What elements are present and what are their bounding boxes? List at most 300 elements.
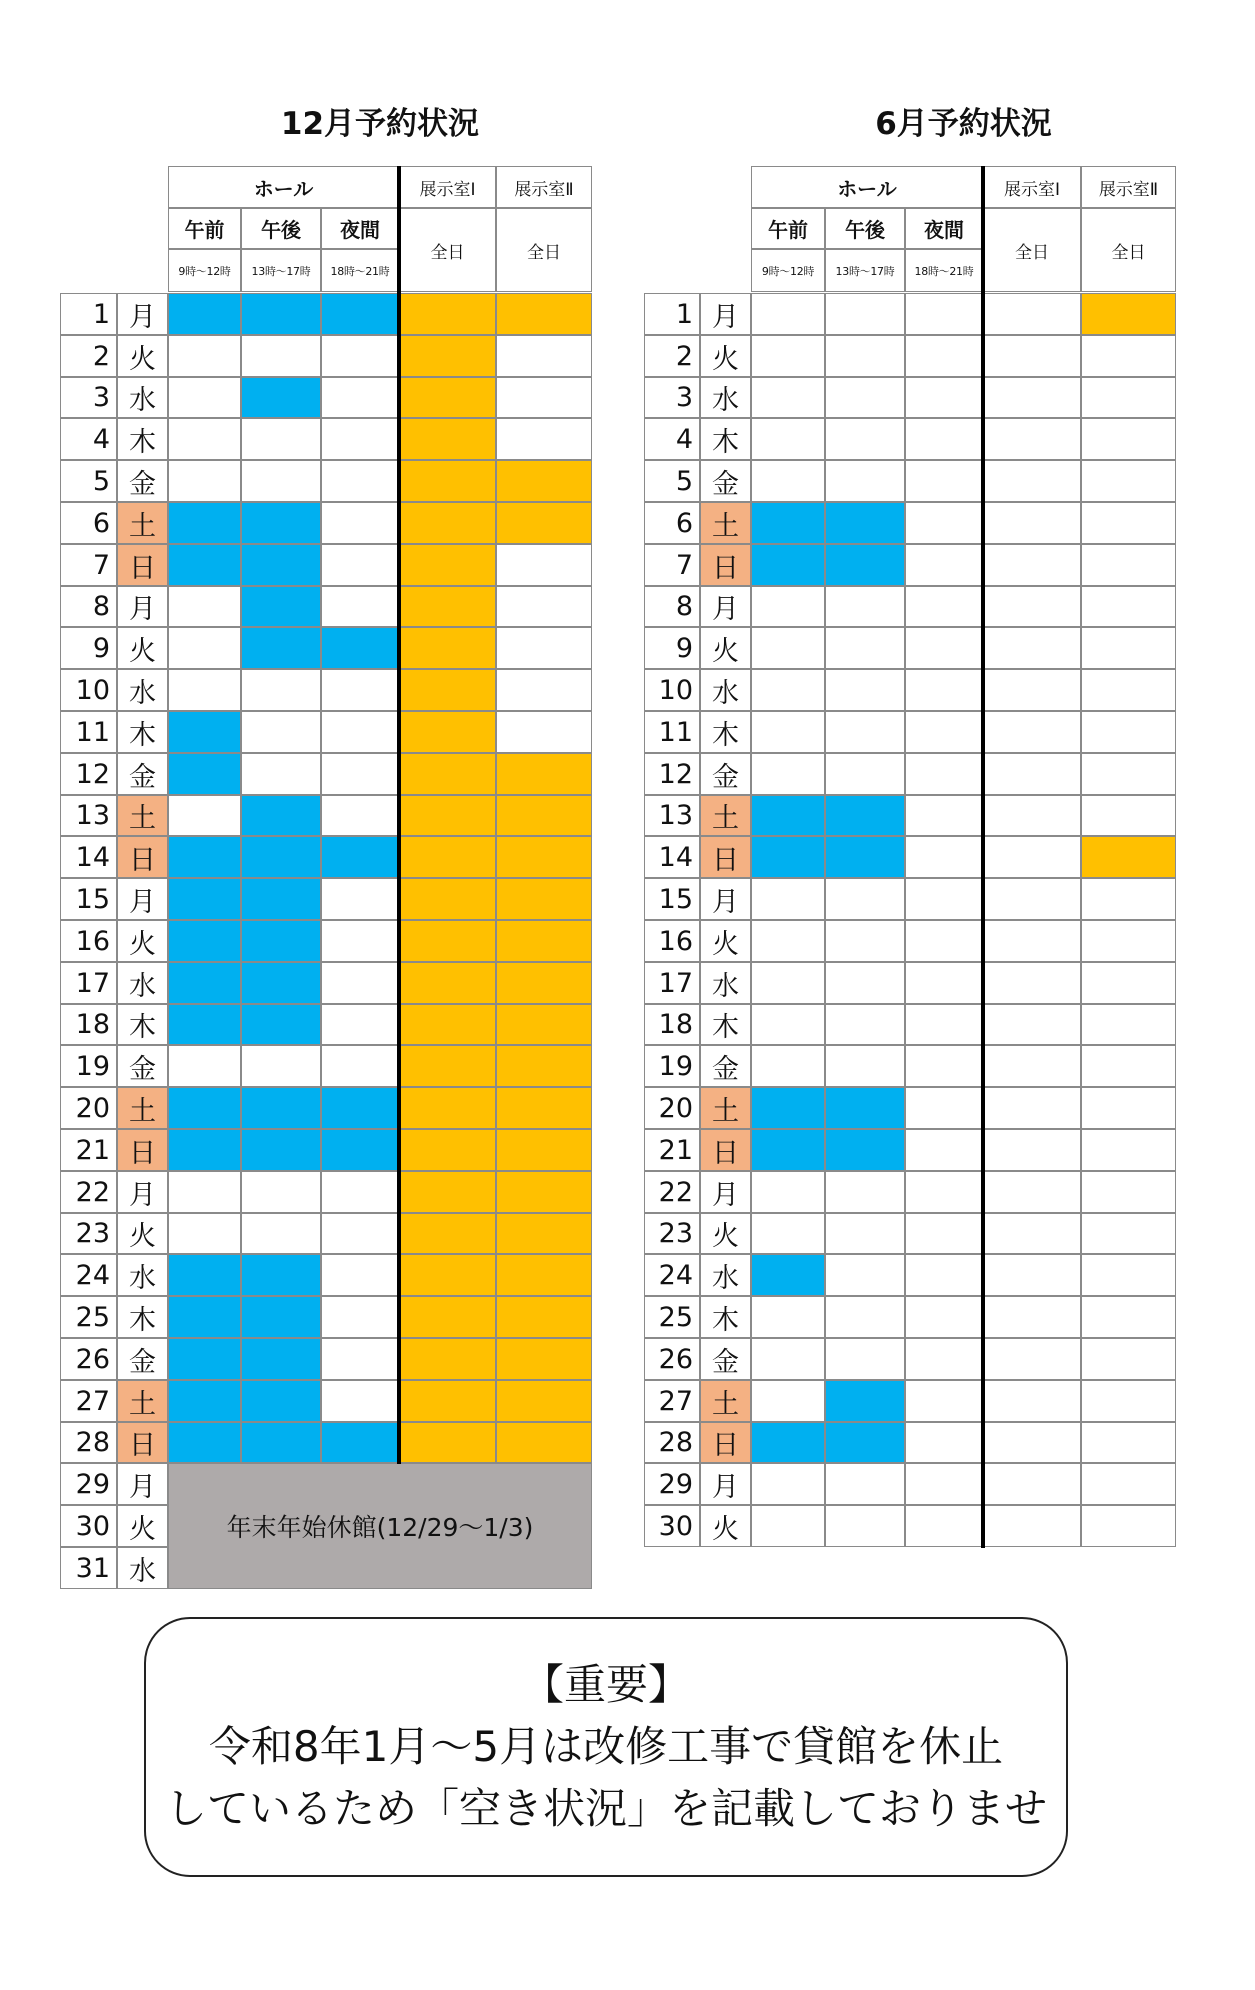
slot-morning[interactable] — [751, 335, 825, 377]
slot-morning[interactable] — [751, 1129, 825, 1171]
slot-room2-allday[interactable] — [1081, 669, 1176, 711]
slot-morning[interactable] — [168, 460, 241, 502]
weekday-label: 金 — [700, 460, 751, 502]
slot-afternoon[interactable] — [825, 1380, 905, 1422]
slot-room1-allday[interactable] — [983, 836, 1081, 878]
slot-afternoon[interactable] — [825, 1129, 905, 1171]
slot-afternoon[interactable] — [241, 795, 321, 836]
slot-night[interactable] — [321, 544, 399, 586]
slot-morning[interactable] — [168, 1129, 241, 1171]
slot-room2-allday[interactable] — [496, 293, 592, 335]
slot-room1-allday[interactable] — [399, 878, 496, 920]
slot-morning[interactable] — [751, 669, 825, 711]
slot-morning[interactable] — [168, 418, 241, 460]
slot-room2-allday[interactable] — [1081, 962, 1176, 1004]
slot-room2-allday[interactable] — [1081, 502, 1176, 544]
slot-room1-allday[interactable] — [983, 1004, 1081, 1045]
slot-room1-allday[interactable] — [983, 418, 1081, 460]
slot-room2-allday[interactable] — [496, 878, 592, 920]
slot-morning[interactable] — [168, 711, 241, 753]
slot-afternoon[interactable] — [825, 335, 905, 377]
slot-room2-allday[interactable] — [1081, 711, 1176, 753]
slot-room2-allday[interactable] — [1081, 1380, 1176, 1422]
slot-room1-allday[interactable] — [399, 1254, 496, 1296]
slot-afternoon[interactable] — [825, 1171, 905, 1213]
slot-night[interactable] — [321, 1296, 399, 1338]
slot-room1-allday[interactable] — [983, 1505, 1081, 1547]
slot-morning[interactable] — [168, 377, 241, 418]
slot-room1-allday[interactable] — [983, 1338, 1081, 1380]
slot-night[interactable] — [905, 1422, 983, 1463]
slot-night[interactable] — [321, 878, 399, 920]
slot-night[interactable] — [905, 418, 983, 460]
slot-room1-allday[interactable] — [983, 1422, 1081, 1463]
slot-night[interactable] — [321, 335, 399, 377]
slot-afternoon[interactable] — [241, 1422, 321, 1463]
slot-night[interactable] — [321, 1380, 399, 1422]
slot-room1-allday[interactable] — [983, 1087, 1081, 1129]
slot-morning[interactable] — [751, 418, 825, 460]
slot-night[interactable] — [905, 962, 983, 1004]
slot-room2-allday[interactable] — [496, 377, 592, 418]
slot-night[interactable] — [905, 795, 983, 836]
slot-afternoon[interactable] — [825, 711, 905, 753]
slot-night[interactable] — [321, 920, 399, 962]
slot-night[interactable] — [321, 836, 399, 878]
slot-morning[interactable] — [751, 920, 825, 962]
slot-night[interactable] — [905, 293, 983, 335]
slot-room1-allday[interactable] — [983, 502, 1081, 544]
slot-afternoon[interactable] — [241, 1087, 321, 1129]
slot-afternoon[interactable] — [241, 836, 321, 878]
slot-afternoon[interactable] — [825, 293, 905, 335]
slot-morning[interactable] — [751, 1463, 825, 1505]
slot-room1-allday[interactable] — [399, 836, 496, 878]
slot-afternoon[interactable] — [241, 711, 321, 753]
slot-morning[interactable] — [168, 1422, 241, 1463]
slot-room2-allday[interactable] — [496, 544, 592, 586]
slot-morning[interactable] — [751, 293, 825, 335]
slot-morning[interactable] — [168, 669, 241, 711]
slot-morning[interactable] — [751, 1213, 825, 1254]
slot-room1-allday[interactable] — [399, 753, 496, 795]
slot-room2-allday[interactable] — [1081, 586, 1176, 627]
slot-night[interactable] — [905, 1380, 983, 1422]
header-afternoon-time: 13時～17時 — [825, 249, 905, 292]
slot-room2-allday[interactable] — [496, 836, 592, 878]
slot-night[interactable] — [321, 460, 399, 502]
slot-morning[interactable] — [168, 1296, 241, 1338]
slot-room2-allday[interactable] — [1081, 836, 1176, 878]
day-number: 26 — [60, 1338, 117, 1380]
slot-room1-allday[interactable] — [399, 711, 496, 753]
slot-afternoon[interactable] — [241, 1296, 321, 1338]
slot-night[interactable] — [321, 1254, 399, 1296]
slot-room2-allday[interactable] — [1081, 1087, 1176, 1129]
slot-room2-allday[interactable] — [496, 669, 592, 711]
slot-morning[interactable] — [751, 586, 825, 627]
slot-room1-allday[interactable] — [983, 669, 1081, 711]
slot-room1-allday[interactable] — [399, 1213, 496, 1254]
slot-morning[interactable] — [168, 1213, 241, 1254]
slot-morning[interactable] — [751, 544, 825, 586]
slot-room1-allday[interactable] — [399, 1296, 496, 1338]
slot-night[interactable] — [321, 1004, 399, 1045]
slot-morning[interactable] — [751, 711, 825, 753]
slot-room2-allday[interactable] — [496, 1129, 592, 1171]
slot-night[interactable] — [905, 669, 983, 711]
slot-room2-allday[interactable] — [496, 1045, 592, 1087]
slot-afternoon[interactable] — [825, 795, 905, 836]
slot-morning[interactable] — [751, 836, 825, 878]
slot-night[interactable] — [905, 1254, 983, 1296]
slot-night[interactable] — [905, 544, 983, 586]
slot-night[interactable] — [905, 836, 983, 878]
slot-room1-allday[interactable] — [983, 1045, 1081, 1087]
slot-room1-allday[interactable] — [983, 920, 1081, 962]
slot-night[interactable] — [905, 1213, 983, 1254]
slot-room1-allday[interactable] — [399, 335, 496, 377]
slot-room1-allday[interactable] — [983, 1129, 1081, 1171]
slot-room1-allday[interactable] — [399, 1045, 496, 1087]
slot-afternoon[interactable] — [241, 418, 321, 460]
header-room2: 展示室Ⅱ — [496, 166, 592, 208]
slot-night[interactable] — [321, 1087, 399, 1129]
slot-room1-allday[interactable] — [399, 1380, 496, 1422]
slot-afternoon[interactable] — [825, 962, 905, 1004]
slot-room2-allday[interactable] — [1081, 1171, 1176, 1213]
slot-room2-allday[interactable] — [1081, 460, 1176, 502]
slot-morning[interactable] — [751, 1087, 825, 1129]
slot-night[interactable] — [905, 1129, 983, 1171]
slot-room1-allday[interactable] — [983, 1171, 1081, 1213]
slot-morning[interactable] — [168, 878, 241, 920]
slot-room1-allday[interactable] — [399, 460, 496, 502]
slot-morning[interactable] — [751, 962, 825, 1004]
slot-afternoon[interactable] — [825, 627, 905, 669]
slot-room2-allday[interactable] — [1081, 1004, 1176, 1045]
slot-room2-allday[interactable] — [1081, 1338, 1176, 1380]
slot-room2-allday[interactable] — [496, 1213, 592, 1254]
slot-morning[interactable] — [751, 1505, 825, 1547]
slot-room2-allday[interactable] — [496, 586, 592, 627]
slot-room2-allday[interactable] — [1081, 627, 1176, 669]
slot-room2-allday[interactable] — [1081, 1296, 1176, 1338]
slot-afternoon[interactable] — [825, 1296, 905, 1338]
slot-afternoon[interactable] — [241, 669, 321, 711]
slot-morning[interactable] — [168, 1380, 241, 1422]
slot-night[interactable] — [321, 377, 399, 418]
slot-night[interactable] — [905, 1087, 983, 1129]
slot-night[interactable] — [321, 795, 399, 836]
slot-morning[interactable] — [168, 293, 241, 335]
slot-afternoon[interactable] — [241, 1045, 321, 1087]
slot-room1-allday[interactable] — [399, 962, 496, 1004]
slot-night[interactable] — [321, 418, 399, 460]
slot-room1-allday[interactable] — [399, 1171, 496, 1213]
slot-room2-allday[interactable] — [1081, 544, 1176, 586]
slot-night[interactable] — [905, 753, 983, 795]
slot-afternoon[interactable] — [825, 753, 905, 795]
slot-afternoon[interactable] — [825, 460, 905, 502]
slot-room1-allday[interactable] — [983, 878, 1081, 920]
slot-morning[interactable] — [751, 1004, 825, 1045]
slot-room2-allday[interactable] — [496, 1296, 592, 1338]
slot-afternoon[interactable] — [241, 502, 321, 544]
slot-morning[interactable] — [168, 502, 241, 544]
slot-afternoon[interactable] — [825, 1087, 905, 1129]
slot-room2-allday[interactable] — [1081, 1463, 1176, 1505]
slot-morning[interactable] — [168, 962, 241, 1004]
slot-morning[interactable] — [751, 1171, 825, 1213]
slot-room1-allday[interactable] — [983, 753, 1081, 795]
slot-morning[interactable] — [168, 1338, 241, 1380]
slot-afternoon[interactable] — [825, 878, 905, 920]
slot-room2-allday[interactable] — [496, 460, 592, 502]
slot-afternoon[interactable] — [825, 1045, 905, 1087]
slot-afternoon[interactable] — [825, 502, 905, 544]
slot-night[interactable] — [321, 1422, 399, 1463]
slot-morning[interactable] — [168, 836, 241, 878]
slot-room2-allday[interactable] — [496, 753, 592, 795]
slot-night[interactable] — [905, 1171, 983, 1213]
slot-night[interactable] — [905, 1505, 983, 1547]
slot-night[interactable] — [321, 293, 399, 335]
slot-room2-allday[interactable] — [1081, 293, 1176, 335]
slot-morning[interactable] — [168, 1045, 241, 1087]
slot-morning[interactable] — [168, 1254, 241, 1296]
slot-afternoon[interactable] — [241, 377, 321, 418]
slot-morning[interactable] — [751, 1338, 825, 1380]
slot-night[interactable] — [905, 1045, 983, 1087]
slot-room2-allday[interactable] — [1081, 753, 1176, 795]
slot-afternoon[interactable] — [241, 1338, 321, 1380]
slot-afternoon[interactable] — [241, 293, 321, 335]
slot-night[interactable] — [905, 586, 983, 627]
slot-night[interactable] — [905, 1463, 983, 1505]
slot-morning[interactable] — [751, 1296, 825, 1338]
slot-morning[interactable] — [168, 627, 241, 669]
slot-room1-allday[interactable] — [399, 293, 496, 335]
slot-room1-allday[interactable] — [399, 1087, 496, 1129]
slot-night[interactable] — [905, 502, 983, 544]
slot-room1-allday[interactable] — [399, 669, 496, 711]
slot-afternoon[interactable] — [241, 1213, 321, 1254]
slot-room2-allday[interactable] — [1081, 878, 1176, 920]
slot-afternoon[interactable] — [241, 962, 321, 1004]
slot-afternoon[interactable] — [825, 418, 905, 460]
slot-room2-allday[interactable] — [496, 335, 592, 377]
slot-room2-allday[interactable] — [496, 1338, 592, 1380]
slot-afternoon[interactable] — [825, 920, 905, 962]
slot-room2-allday[interactable] — [1081, 1129, 1176, 1171]
slot-afternoon[interactable] — [825, 1338, 905, 1380]
slot-afternoon[interactable] — [241, 1171, 321, 1213]
slot-night[interactable] — [905, 711, 983, 753]
slot-morning[interactable] — [168, 1171, 241, 1213]
slot-night[interactable] — [905, 1296, 983, 1338]
slot-room2-allday[interactable] — [496, 1171, 592, 1213]
slot-room1-allday[interactable] — [983, 1213, 1081, 1254]
slot-afternoon[interactable] — [241, 335, 321, 377]
slot-afternoon[interactable] — [241, 586, 321, 627]
slot-morning[interactable] — [751, 460, 825, 502]
slot-room1-allday[interactable] — [399, 377, 496, 418]
slot-morning[interactable] — [751, 795, 825, 836]
slot-afternoon[interactable] — [241, 1254, 321, 1296]
slot-night[interactable] — [905, 460, 983, 502]
slot-afternoon[interactable] — [825, 836, 905, 878]
header-room1: 展示室Ⅰ — [399, 166, 496, 208]
slot-afternoon[interactable] — [825, 1004, 905, 1045]
slot-night[interactable] — [321, 1171, 399, 1213]
header-afternoon: 午後 — [241, 208, 321, 249]
slot-night[interactable] — [321, 1213, 399, 1254]
slot-room1-allday[interactable] — [983, 1463, 1081, 1505]
slot-room2-allday[interactable] — [496, 711, 592, 753]
slot-room1-allday[interactable] — [983, 1380, 1081, 1422]
slot-room1-allday[interactable] — [399, 1004, 496, 1045]
slot-room1-allday[interactable] — [983, 795, 1081, 836]
slot-afternoon[interactable] — [825, 669, 905, 711]
slot-room2-allday[interactable] — [1081, 1045, 1176, 1087]
slot-morning[interactable] — [168, 795, 241, 836]
slot-night[interactable] — [905, 1004, 983, 1045]
slot-room1-allday[interactable] — [983, 1296, 1081, 1338]
slot-morning[interactable] — [751, 878, 825, 920]
slot-room1-allday[interactable] — [399, 920, 496, 962]
slot-afternoon[interactable] — [241, 753, 321, 795]
slot-room2-allday[interactable] — [1081, 418, 1176, 460]
slot-night[interactable] — [321, 962, 399, 1004]
slot-room2-allday[interactable] — [1081, 1254, 1176, 1296]
slot-night[interactable] — [905, 1338, 983, 1380]
slot-room1-allday[interactable] — [399, 1129, 496, 1171]
slot-afternoon[interactable] — [825, 1422, 905, 1463]
slot-room2-allday[interactable] — [496, 920, 592, 962]
slot-room2-allday[interactable] — [1081, 335, 1176, 377]
slot-room1-allday[interactable] — [983, 586, 1081, 627]
slot-morning[interactable] — [168, 544, 241, 586]
slot-room2-allday[interactable] — [1081, 377, 1176, 418]
slot-morning[interactable] — [168, 920, 241, 962]
slot-afternoon[interactable] — [241, 1129, 321, 1171]
slot-morning[interactable] — [751, 1380, 825, 1422]
slot-night[interactable] — [321, 1045, 399, 1087]
slot-afternoon[interactable] — [241, 627, 321, 669]
slot-morning[interactable] — [751, 1045, 825, 1087]
slot-room1-allday[interactable] — [983, 962, 1081, 1004]
slot-room1-allday[interactable] — [399, 627, 496, 669]
slot-afternoon[interactable] — [241, 878, 321, 920]
slot-morning[interactable] — [751, 1422, 825, 1463]
slot-morning[interactable] — [168, 586, 241, 627]
slot-afternoon[interactable] — [825, 1254, 905, 1296]
slot-afternoon[interactable] — [241, 544, 321, 586]
slot-room2-allday[interactable] — [496, 1422, 592, 1463]
slot-afternoon[interactable] — [241, 460, 321, 502]
slot-morning[interactable] — [168, 335, 241, 377]
slot-room2-allday[interactable] — [496, 418, 592, 460]
slot-afternoon[interactable] — [241, 1004, 321, 1045]
slot-morning[interactable] — [751, 753, 825, 795]
slot-room1-allday[interactable] — [399, 1338, 496, 1380]
slot-night[interactable] — [321, 1338, 399, 1380]
slot-room2-allday[interactable] — [1081, 1422, 1176, 1463]
header-allday-room2: 全日 — [496, 208, 592, 292]
slot-night[interactable] — [905, 335, 983, 377]
slot-night[interactable] — [321, 502, 399, 544]
slot-room1-allday[interactable] — [983, 1254, 1081, 1296]
slot-room2-allday[interactable] — [1081, 920, 1176, 962]
weekday-label: 日 — [700, 836, 751, 878]
slot-night[interactable] — [905, 627, 983, 669]
slot-room2-allday[interactable] — [496, 627, 592, 669]
slot-room1-allday[interactable] — [983, 335, 1081, 377]
slot-room1-allday[interactable] — [983, 627, 1081, 669]
slot-room1-allday[interactable] — [399, 1422, 496, 1463]
slot-room1-allday[interactable] — [399, 795, 496, 836]
slot-room2-allday[interactable] — [496, 502, 592, 544]
slot-room1-allday[interactable] — [399, 544, 496, 586]
slot-room2-allday[interactable] — [496, 1380, 592, 1422]
slot-night[interactable] — [321, 1129, 399, 1171]
slot-morning[interactable] — [751, 502, 825, 544]
slot-night[interactable] — [905, 377, 983, 418]
slot-room1-allday[interactable] — [399, 502, 496, 544]
slot-night[interactable] — [321, 711, 399, 753]
slot-room2-allday[interactable] — [1081, 795, 1176, 836]
slot-room2-allday[interactable] — [1081, 1505, 1176, 1547]
slot-morning[interactable] — [751, 377, 825, 418]
slot-afternoon[interactable] — [825, 377, 905, 418]
slot-night[interactable] — [321, 753, 399, 795]
slot-room2-allday[interactable] — [496, 1004, 592, 1045]
slot-room2-allday[interactable] — [496, 1254, 592, 1296]
important-notice — [144, 1617, 1068, 1877]
slot-morning[interactable] — [168, 753, 241, 795]
slot-night[interactable] — [905, 920, 983, 962]
slot-room1-allday[interactable] — [399, 586, 496, 627]
slot-room2-allday[interactable] — [496, 962, 592, 1004]
slot-room1-allday[interactable] — [983, 544, 1081, 586]
slot-room1-allday[interactable] — [983, 293, 1081, 335]
slot-afternoon[interactable] — [825, 544, 905, 586]
slot-room1-allday[interactable] — [983, 711, 1081, 753]
slot-afternoon[interactable] — [241, 1380, 321, 1422]
slot-morning[interactable] — [168, 1004, 241, 1045]
slot-morning[interactable] — [751, 1254, 825, 1296]
slot-night[interactable] — [905, 878, 983, 920]
slot-room2-allday[interactable] — [496, 1087, 592, 1129]
slot-afternoon[interactable] — [825, 586, 905, 627]
slot-morning[interactable] — [168, 1087, 241, 1129]
slot-room2-allday[interactable] — [1081, 1213, 1176, 1254]
slot-night[interactable] — [321, 669, 399, 711]
slot-night[interactable] — [321, 627, 399, 669]
slot-room1-allday[interactable] — [983, 460, 1081, 502]
slot-morning[interactable] — [751, 627, 825, 669]
slot-room1-allday[interactable] — [399, 418, 496, 460]
slot-afternoon[interactable] — [825, 1213, 905, 1254]
slot-night[interactable] — [321, 586, 399, 627]
slot-afternoon[interactable] — [241, 920, 321, 962]
slot-afternoon[interactable] — [825, 1505, 905, 1547]
slot-room1-allday[interactable] — [983, 377, 1081, 418]
slot-room2-allday[interactable] — [496, 795, 592, 836]
slot-afternoon[interactable] — [825, 1463, 905, 1505]
header-room2: 展示室Ⅱ — [1081, 166, 1176, 208]
